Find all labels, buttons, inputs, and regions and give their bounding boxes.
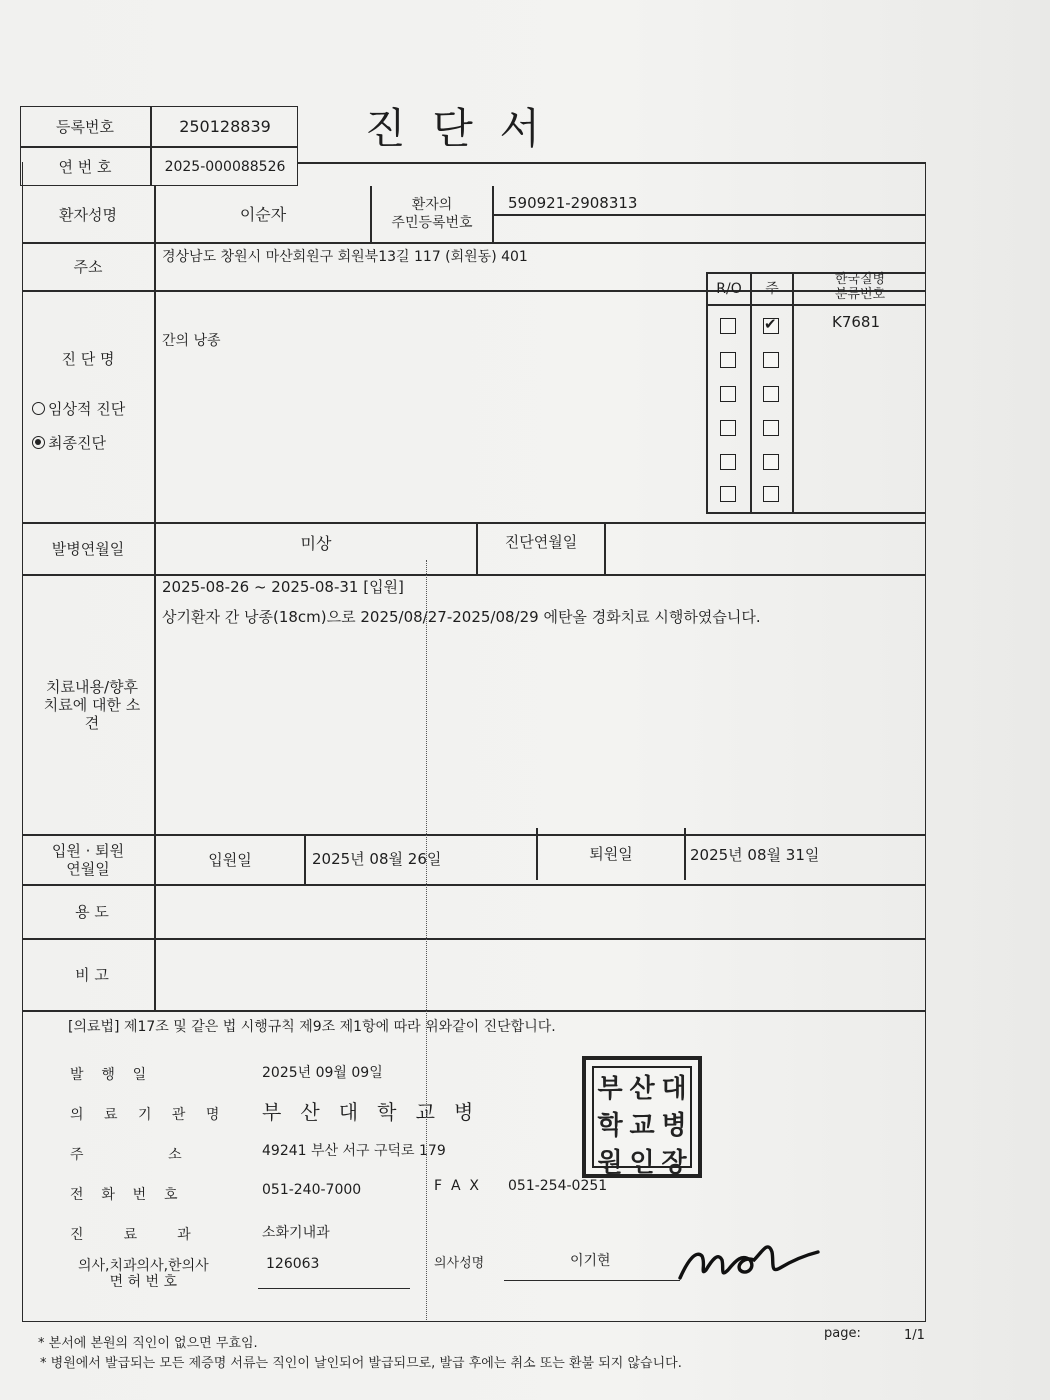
fold-line bbox=[426, 560, 427, 1320]
footer-note-2: * 병원에서 발급되는 모든 제증명 서류는 직인이 날인되어 발급되므로, 발급 후에는 취소 또는 환불 되지 않습니다. bbox=[40, 1356, 682, 1371]
seal-character: 부 bbox=[597, 1074, 623, 1104]
code-column-header: 한국질병 분류번호 bbox=[834, 272, 886, 302]
phone-value: 051-240-7000 bbox=[262, 1182, 362, 1198]
page-label: page: bbox=[824, 1326, 861, 1341]
seal-character: 대 bbox=[661, 1074, 687, 1104]
ro-checkbox[interactable] bbox=[720, 386, 736, 402]
serial-value: 2025-000088526 bbox=[164, 159, 286, 175]
institution-address: 49241 부산 서구 구덕로 179 bbox=[262, 1143, 446, 1159]
serial-label: 연 번 호 bbox=[58, 158, 112, 176]
diagnosis-option-clinical[interactable]: 임상적 진단 bbox=[32, 398, 125, 419]
diagnosis-option-final[interactable]: 최종진단 bbox=[32, 432, 106, 453]
diagnosis-name: 간의 낭종 bbox=[162, 333, 221, 349]
ro-checkbox[interactable] bbox=[720, 454, 736, 470]
seal-character: 산 bbox=[629, 1074, 655, 1104]
onset-value: 미상 bbox=[300, 534, 332, 553]
diagnosis-label: 진 단 명 bbox=[61, 350, 115, 368]
main-column-header: 주 bbox=[765, 281, 779, 297]
address-line-label: 주 소 bbox=[70, 1147, 182, 1163]
admission-in-date: 2025년 08월 26일 bbox=[312, 850, 442, 868]
ro-checkbox[interactable] bbox=[720, 486, 736, 502]
issue-date: 2025년 09월 09일 bbox=[262, 1065, 383, 1081]
onset-label: 발병연월일 bbox=[51, 540, 125, 558]
admission-out-label: 퇴원일 bbox=[589, 845, 633, 863]
fax-value: 051-254-0251 bbox=[508, 1178, 608, 1194]
main-checkbox[interactable] bbox=[763, 486, 779, 502]
ro-checkbox[interactable] bbox=[720, 420, 736, 436]
seal-character: 교 bbox=[629, 1111, 655, 1141]
address-value: 경상남도 창원시 마산회원구 회원북13길 117 (회원동) 401 bbox=[162, 249, 528, 265]
issue-date-label: 발 행 일 bbox=[70, 1067, 147, 1083]
doctor-name: 이기현 bbox=[570, 1253, 611, 1269]
remarks-label: 비 고 bbox=[75, 966, 109, 984]
institution-name: 부 산 대 학 교 병 bbox=[262, 1100, 474, 1124]
phone-label: 전 화 번 호 bbox=[70, 1187, 178, 1203]
institution-label: 의 료 기 관 명 bbox=[70, 1107, 228, 1123]
admission-label: 입원 · 퇴원 연월일 bbox=[51, 842, 125, 878]
purpose-label: 용 도 bbox=[75, 903, 109, 921]
main-checkbox[interactable] bbox=[763, 352, 779, 368]
main-checkbox[interactable] bbox=[763, 454, 779, 470]
seal-grid bbox=[592, 1066, 692, 1178]
document-title: 진 단 서 bbox=[365, 104, 541, 153]
seal-character: 장 bbox=[661, 1148, 687, 1178]
rrn-label: 환자의 주민등록번호 bbox=[391, 197, 473, 231]
rrn-value: 590921-2908313 bbox=[508, 194, 638, 212]
dept-value: 소화기내과 bbox=[262, 1225, 330, 1241]
license-number: 126063 bbox=[266, 1256, 320, 1272]
admission-out-date: 2025년 08월 31일 bbox=[690, 846, 820, 864]
diag-date-label: 진단연월일 bbox=[504, 533, 578, 551]
reg-no-value: 250128839 bbox=[179, 117, 271, 136]
disease-code: K7681 bbox=[831, 313, 880, 331]
main-checkbox[interactable] bbox=[763, 318, 779, 334]
seal-character: 원 bbox=[597, 1148, 623, 1178]
hospital-seal bbox=[582, 1056, 702, 1178]
seal-character: 인 bbox=[629, 1148, 655, 1178]
page-number: 1/1 bbox=[904, 1328, 925, 1343]
fax-label: F A X bbox=[434, 1178, 480, 1194]
signature-icon bbox=[676, 1230, 826, 1290]
patient-name-value: 이순자 bbox=[239, 205, 287, 224]
address-label: 주소 bbox=[73, 258, 103, 276]
license-label: 의사,치과의사,한의사 면 허 번 호 bbox=[78, 1258, 209, 1290]
ro-checkbox[interactable] bbox=[720, 318, 736, 334]
main-checkbox[interactable] bbox=[763, 420, 779, 436]
main-checkbox[interactable] bbox=[763, 386, 779, 402]
treatment-line-1: 2025-08-26 ~ 2025-08-31 [입원] bbox=[162, 578, 404, 596]
ro-column-header: R/O bbox=[716, 281, 742, 297]
treatment-line-2: 상기환자 간 낭종(18cm)으로 2025/08/27-2025/08/29 에탄올 경화치료 시행하였습니다. bbox=[162, 608, 761, 626]
ro-checkbox[interactable] bbox=[720, 352, 736, 368]
admission-in-label: 입원일 bbox=[208, 851, 252, 869]
seal-character: 학 bbox=[597, 1111, 623, 1141]
final-radio-icon bbox=[32, 436, 45, 449]
patient-name-label: 환자성명 bbox=[59, 206, 117, 224]
dept-label: 진 료 과 bbox=[70, 1227, 191, 1243]
reg-no-label: 등록번호 bbox=[56, 118, 114, 136]
seal-character: 병 bbox=[661, 1111, 687, 1141]
treatment-label: 치료내용/향후 치료에 대한 소 견 bbox=[43, 678, 141, 732]
clinical-radio-icon bbox=[32, 402, 45, 415]
doctor-sign-label: 의사성명 bbox=[434, 1256, 485, 1271]
footer-note-1: * 본서에 본원의 직인이 없으면 무효임. bbox=[38, 1336, 258, 1351]
legal-statement: [의료법] 제17조 및 같은 법 시행규칙 제9조 제1항에 따라 위와같이 진단합니다. bbox=[68, 1019, 556, 1035]
